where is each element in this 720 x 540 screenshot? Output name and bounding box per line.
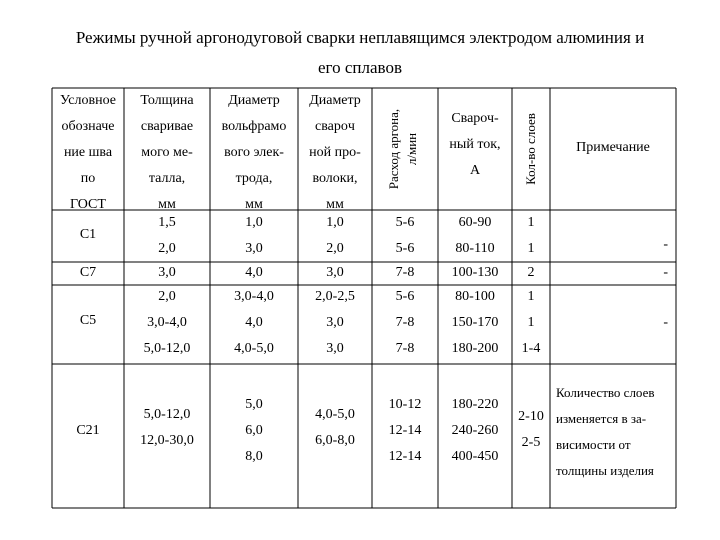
- row-c1-layers: 1 1: [527, 215, 535, 256]
- row-c5-argon: 5-6 7-8 7-8: [395, 289, 415, 356]
- row-c21-layers: 2-10 2-5: [518, 409, 544, 450]
- header-electrode-diameter: Диаметр вольфрамо вого элек- трода, мм: [221, 93, 287, 212]
- header-note: Примечание: [576, 140, 650, 155]
- row-c7-layers: 2: [527, 265, 535, 280]
- header-argon-flow: Расход аргона, л/мин: [386, 108, 419, 190]
- row-c7-current: 100-130: [451, 265, 499, 280]
- row-c21-wire: 4,0-5,0 6,0-8,0: [315, 407, 355, 448]
- row-c1-current: 60-90 80-110: [455, 215, 495, 256]
- row-c5-wire: 2,0-2,5 3,0 3,0: [315, 289, 355, 356]
- row-c21-argon: 10-12 12-14 12-14: [388, 397, 422, 464]
- row-c21-electrode: 5,0 6,0 8,0: [245, 397, 263, 464]
- row-c7-electrode: 4,0: [245, 265, 263, 280]
- row-c5-current: 80-100 150-170 180-200: [451, 289, 499, 356]
- row-c7-thickness: 3,0: [158, 265, 176, 280]
- row-c7-code: С7: [79, 265, 97, 280]
- header-designation: Условное обозначе ние шва по ГОСТ: [60, 93, 116, 212]
- row-c5-code: С5: [79, 313, 97, 328]
- row-c7-note: -: [663, 265, 668, 280]
- row-c1-electrode: 1,0 3,0: [245, 215, 263, 256]
- row-c5-electrode: 3,0-4,0 4,0 4,0-5,0: [234, 289, 274, 356]
- row-c21-current: 180-220 240-260 400-450: [451, 397, 499, 464]
- row-c7-argon: 7-8: [395, 265, 415, 280]
- row-c21-code: С21: [76, 423, 100, 438]
- row-c5-layers: 1 1 1-4: [521, 289, 541, 356]
- header-layer-count: Кол-во слоев: [523, 113, 538, 185]
- table-title-line-1: Режимы ручной аргонодуговой сварки неплавящимся электродом алюминия и: [75, 28, 645, 47]
- header-welding-current: Свароч- ный ток, А: [449, 111, 501, 178]
- row-c1-thickness: 1,5 2,0: [158, 215, 176, 256]
- row-c1-code: С1: [79, 227, 97, 242]
- row-c5-thickness: 2,0 3,0-4,0 5,0-12,0: [143, 289, 191, 356]
- header-metal-thickness: Толщина свариваe мого ме- талла, мм: [140, 93, 194, 212]
- row-c1-note: -: [663, 237, 668, 252]
- header-wire-diameter: Диаметр сварoч ной про- волоки, мм: [309, 93, 361, 212]
- row-c1-wire: 1,0 2,0: [326, 215, 344, 256]
- row-c21-thickness: 5,0-12,0 12,0-30,0: [140, 407, 194, 448]
- row-c5-note: -: [663, 315, 668, 330]
- row-c7-wire: 3,0: [326, 265, 344, 280]
- row-c1-argon: 5-6 5-6: [395, 215, 415, 256]
- table-title-line-2: его сплавов: [318, 58, 402, 77]
- row-c21-note: Количество слоев изменяется в за- висимости от толщины изделия: [556, 385, 655, 478]
